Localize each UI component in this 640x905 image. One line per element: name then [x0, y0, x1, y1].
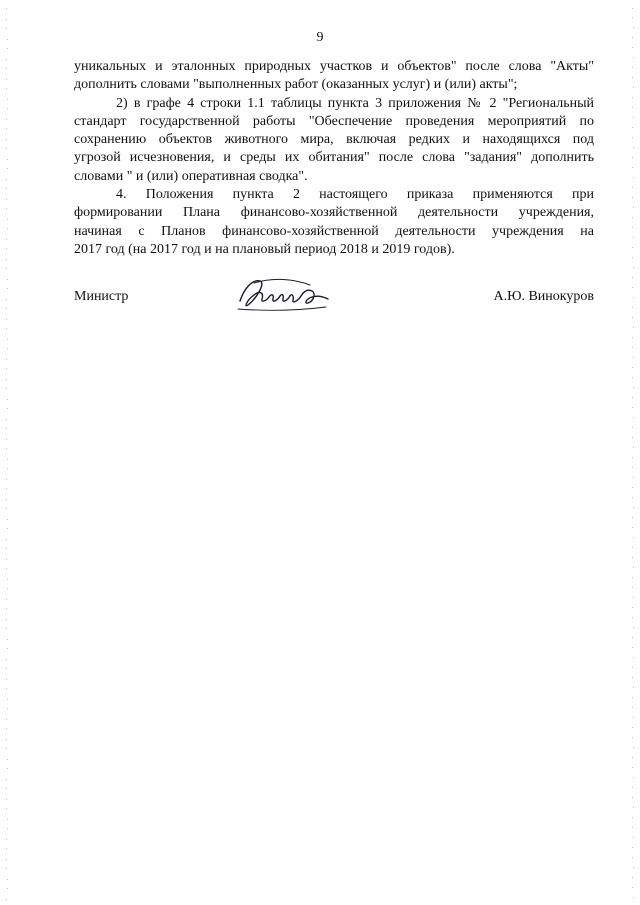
scan-speck: [633, 357, 634, 358]
scan-speck: [632, 797, 633, 798]
handwritten-signature: [234, 271, 334, 315]
text-line: стандарт государственной работы "Обеспечение проведения мероприятий по: [74, 113, 594, 129]
scan-speck: [6, 299, 7, 300]
signatory-name: А.Ю. Винокуров: [493, 289, 594, 304]
scan-speck: [632, 877, 633, 878]
scan-speck: [632, 347, 633, 348]
scan-speck: [633, 177, 634, 178]
paragraph-item-2: [74, 95, 594, 186]
scan-speck: [6, 899, 7, 900]
scan-speck: [7, 99, 8, 100]
signatory-role: Министр: [74, 289, 129, 304]
scan-speck: [6, 739, 7, 740]
scan-speck: [632, 107, 633, 108]
scan-speck: [6, 19, 7, 20]
document-body: [74, 58, 594, 259]
scan-speck: [6, 79, 7, 80]
scan-speck: [633, 387, 634, 388]
scan-speck: [6, 428, 7, 429]
scan-speck: [6, 668, 7, 669]
scan-speck: [7, 588, 8, 589]
text-line: начиная с Планов финансово-хозяйственной деятельности учреждения на: [74, 223, 594, 239]
scan-speck: [6, 659, 7, 660]
scan-speck: [7, 279, 8, 280]
scan-speck: [633, 627, 634, 628]
scan-speck: [6, 808, 7, 809]
scan-speck: [7, 48, 8, 49]
scan-speck: [633, 567, 634, 568]
scan-speck: [6, 328, 7, 329]
text-line: формировании Плана финансово-хозяйственной деятельности учреждения,: [74, 205, 594, 221]
scan-speck: [632, 337, 633, 338]
text-line: сохранению объектов животного мира, включая редких и находящихся под: [74, 132, 594, 148]
scan-speck: [6, 119, 7, 120]
scan-speck: [6, 628, 7, 629]
scan-speck: [632, 407, 633, 408]
scan-speck: [6, 488, 7, 489]
scan-speck: [7, 888, 8, 889]
scan-speck: [632, 667, 633, 668]
scan-speck: [7, 519, 8, 520]
scan-speck: [6, 568, 7, 569]
scan-speck: [6, 859, 7, 860]
scan-speck: [633, 237, 634, 238]
scan-speck: [633, 717, 634, 718]
scan-speck: [6, 199, 7, 200]
scan-speck: [632, 827, 633, 828]
scan-speck: [633, 447, 634, 448]
scan-speck: [632, 77, 633, 78]
scan-speck: [7, 348, 8, 349]
scan-speck: [6, 139, 7, 140]
scan-speck: [6, 128, 7, 129]
scan-speck: [632, 677, 633, 678]
scan-speck: [633, 507, 634, 508]
scan-speck: [7, 708, 8, 709]
scan-speck: [632, 767, 633, 768]
scan-speck: [6, 148, 7, 149]
scan-speck: [633, 87, 634, 88]
scan-speck: [6, 599, 7, 600]
scan-speck: [632, 707, 633, 708]
scan-speck: [633, 417, 634, 418]
scan-speck: [632, 457, 633, 458]
scan-speck: [632, 547, 633, 548]
scan-speck: [7, 288, 8, 289]
scan-speck: [6, 179, 7, 180]
scan-speck: [632, 37, 633, 38]
scan-speck: [6, 248, 7, 249]
scan-speck: [7, 168, 8, 169]
scan-speck: [7, 819, 8, 820]
scan-speck: [7, 108, 8, 109]
scan-speck: [7, 768, 8, 769]
scan-speck: [633, 147, 634, 148]
scan-speck: [6, 499, 7, 500]
scan-speck: [6, 748, 7, 749]
scan-speck: [633, 297, 634, 298]
scan-speck: [632, 157, 633, 158]
text-line: дополнить словами "выполненных работ (оказанных услуг) и (или) акты";: [74, 77, 518, 93]
scan-speck: [633, 807, 634, 808]
text-line: 2017 год (на 2017 год и на плановый период 2018 и 2019 годов).: [74, 241, 455, 257]
scan-speck: [632, 617, 633, 618]
scan-speck: [7, 159, 8, 160]
scan-speck: [6, 799, 7, 800]
scan-speck: [632, 317, 633, 318]
scan-speck: [632, 67, 633, 68]
scan-speck: [7, 759, 8, 760]
scan-speck: [632, 517, 633, 518]
scan-speck: [6, 368, 7, 369]
scan-speck: [633, 657, 634, 658]
scan-speck: [6, 319, 7, 320]
scan-speck: [632, 647, 633, 648]
scan-speck: [632, 607, 633, 608]
scan-speck: [7, 399, 8, 400]
scan-speck: [632, 127, 633, 128]
scan-speck: [632, 467, 633, 468]
scan-speck: [6, 68, 7, 69]
scan-speck: [633, 867, 634, 868]
scan-speck: [6, 448, 7, 449]
scan-speck: [6, 28, 7, 29]
scan-speck: [632, 577, 633, 578]
text-line: 2) в графе 4 строки 1.1 таблицы пункта 3 приложения № 2 "Региональный: [116, 95, 594, 111]
scan-speck: [632, 437, 633, 438]
scan-speck: [633, 837, 634, 838]
scan-speck: [6, 359, 7, 360]
scan-speck: [633, 687, 634, 688]
scan-speck: [7, 39, 8, 40]
scan-speck: [632, 8, 633, 9]
scan-speck: [632, 557, 633, 558]
scan-speck: [633, 117, 634, 118]
scan-speck: [6, 539, 7, 540]
scan-speck: [6, 788, 7, 789]
scan-speck: [6, 559, 7, 560]
scan-speck: [632, 287, 633, 288]
scan-speck: [632, 847, 633, 848]
scan-speck: [632, 787, 633, 788]
scan-speck: [633, 747, 634, 748]
scan-speck: [632, 727, 633, 728]
scan-speck: [632, 397, 633, 398]
scan-speck: [7, 648, 8, 649]
scan-speck: [632, 227, 633, 228]
scan-speck: [6, 259, 7, 260]
scan-speck: [632, 527, 633, 528]
scan-speck: [6, 479, 7, 480]
scan-speck: [632, 307, 633, 308]
paragraph-item-4: [74, 186, 594, 259]
page-number: 9: [316, 30, 324, 45]
scan-speck: [6, 868, 7, 869]
scan-speck: [6, 8, 7, 9]
scan-speck: [632, 497, 633, 498]
scan-speck: [6, 268, 7, 269]
scan-speck: [6, 508, 7, 509]
scan-speck: [7, 459, 8, 460]
scan-speck: [7, 219, 8, 220]
scan-speck: [632, 137, 633, 138]
scan-speck: [633, 57, 634, 58]
scan-speck: [632, 817, 633, 818]
scan-speck: [632, 377, 633, 378]
scan-speck: [632, 487, 633, 488]
scan-speck: [6, 379, 7, 380]
scan-speck: [6, 208, 7, 209]
scan-speck: [632, 587, 633, 588]
scan-speck: [6, 439, 7, 440]
scan-speck: [7, 339, 8, 340]
scan-speck: [6, 848, 7, 849]
signature-block: [74, 285, 594, 325]
scan-speck: [632, 757, 633, 758]
scan-speck: [7, 408, 8, 409]
scan-speck: [6, 839, 7, 840]
text-line: словами " и (или) оперативная сводка".: [74, 168, 308, 184]
scan-speck: [633, 27, 634, 28]
scan-speck: [632, 187, 633, 188]
scan-speck: [7, 228, 8, 229]
scan-speck: [633, 267, 634, 268]
scan-speck: [632, 217, 633, 218]
scan-speck: [633, 597, 634, 598]
scan-speck: [6, 679, 7, 680]
scan-speck: [6, 688, 7, 689]
scan-speck: [633, 537, 634, 538]
scan-speck: [6, 188, 7, 189]
scan-speck: [633, 897, 634, 898]
text-line: уникальных и эталонных природных участков и объектов" после слова "Акты": [74, 59, 594, 74]
scan-speck: [632, 247, 633, 248]
scan-speck: [632, 697, 633, 698]
scan-speck: [633, 327, 634, 328]
scan-speck: [7, 468, 8, 469]
scan-speck: [632, 427, 633, 428]
left-margin-scan-artifacts: [6, 0, 8, 905]
scan-speck: [6, 59, 7, 60]
scan-speck: [6, 308, 7, 309]
scan-speck: [633, 207, 634, 208]
scan-speck: [633, 777, 634, 778]
text-line: угрозой исчезновения, и среды их обитания" после слова "задания" дополнить: [74, 150, 594, 166]
scan-speck: [6, 548, 7, 549]
scan-speck: [6, 719, 7, 720]
scan-speck: [632, 277, 633, 278]
scan-speck: [632, 17, 633, 18]
scan-speck: [632, 257, 633, 258]
scan-speck: [632, 857, 633, 858]
scan-speck: [633, 477, 634, 478]
scan-speck: [7, 528, 8, 529]
scan-speck: [7, 879, 8, 880]
scan-speck: [7, 828, 8, 829]
scan-speck: [632, 637, 633, 638]
scan-speck: [7, 699, 8, 700]
scan-speck: [6, 728, 7, 729]
scan-speck: [7, 639, 8, 640]
scan-speck: [6, 608, 7, 609]
right-margin-scan-artifacts: [632, 0, 634, 905]
scan-speck: [6, 619, 7, 620]
scan-speck: [632, 197, 633, 198]
scan-speck: [6, 779, 7, 780]
scan-speck: [632, 887, 633, 888]
scan-speck: [6, 388, 7, 389]
scan-speck: [6, 88, 7, 89]
scan-speck: [632, 47, 633, 48]
paragraph-continuation: [74, 58, 594, 95]
scan-speck: [6, 239, 7, 240]
scan-speck: [632, 167, 633, 168]
text-line: 4. Положения пункта 2 настоящего приказа применяются при: [116, 187, 594, 203]
scan-speck: [6, 419, 7, 420]
scan-speck: [632, 367, 633, 368]
scan-speck: [632, 97, 633, 98]
scan-speck: [7, 579, 8, 580]
scan-speck: [632, 737, 633, 738]
